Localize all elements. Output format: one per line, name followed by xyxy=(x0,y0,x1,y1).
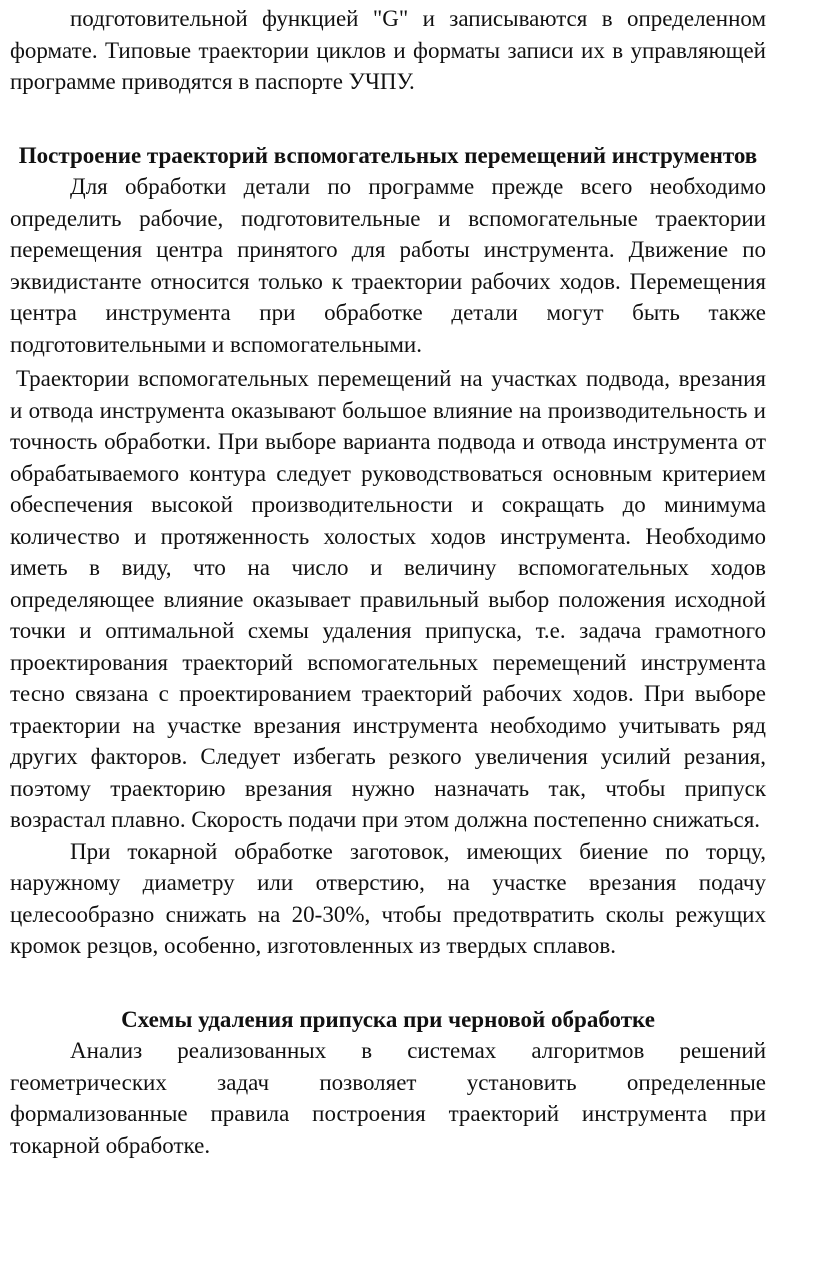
intro-paragraph: подготовительной функцией "G" и записываются в определенном формате. Типовые траектории циклов и форматы записи их в управляющей программе приводятся в паспорте УЧПУ. xyxy=(10,6,766,94)
section-heading-allowance-removal: Схемы удаления припуска при черновой обработке xyxy=(121,1006,655,1032)
section1-paragraph-2: Траектории вспомогательных перемещений на участках подвода, врезания и отвода инструмента оказывают большое влияние на производительность и точность обработки. При выборе варианта подвода и отвода инструмента от обрабатываемого контура следует руководствоваться основным критерием обеспечения высокой производительности и сокращать до минимума количество и протяженность холостых ходов инструмента. Необходимо иметь в виду, что на число и величину вспомогательных ходов определяющее влияние оказывает правильный выбор положения исходной точки и оптимальной схемы удаления припуска, т.е. задача грамотного проектирования траекторий вспомогательных перемещений инструмента тесно связана с проектированием траекторий рабочих ходов. При выборе траектории на участке врезания инструмента необходимо учитывать ряд других факторов. Следует избегать резкого увеличения усилий резания, поэтому траекторию врезания нужно назначать так, чтобы припуск возрастал плавно. Скорость подачи при этом должна постепенно снижаться. xyxy=(10,366,766,832)
section1-paragraph-1: Для обработки детали по программе прежде всего необходимо определить рабочие, подготовительные и вспомогательные траектории перемещения центра принятого для работы инструмента. Движение по эквидистанте относится только к траектории рабочих ходов. Перемещения центра инструмента при обработке детали могут быть также подготовительными и вспомогательными. xyxy=(10,174,766,357)
spacer xyxy=(10,962,766,1004)
section1-paragraph-3: При токарной обработке заготовок, имеющих биение по торцу, наружному диаметру или отверстию, на участке врезания подачу целесообразно снижать на 20-30%, чтобы предотвратить сколы режущих кромок резцов, особенно, изготовленных из твердых сплавов. xyxy=(10,838,766,958)
section-heading-trajectories: Построение траекторий вспомогательных перемещений инструментов xyxy=(18,142,758,168)
section2-paragraph-1: Анализ реализованных в системах алгоритмов решений геометрических задач позволяет установить определенные формализованные правила построения траекторий инструмента при токарной обработке. xyxy=(10,1038,766,1158)
spacer xyxy=(10,98,766,140)
